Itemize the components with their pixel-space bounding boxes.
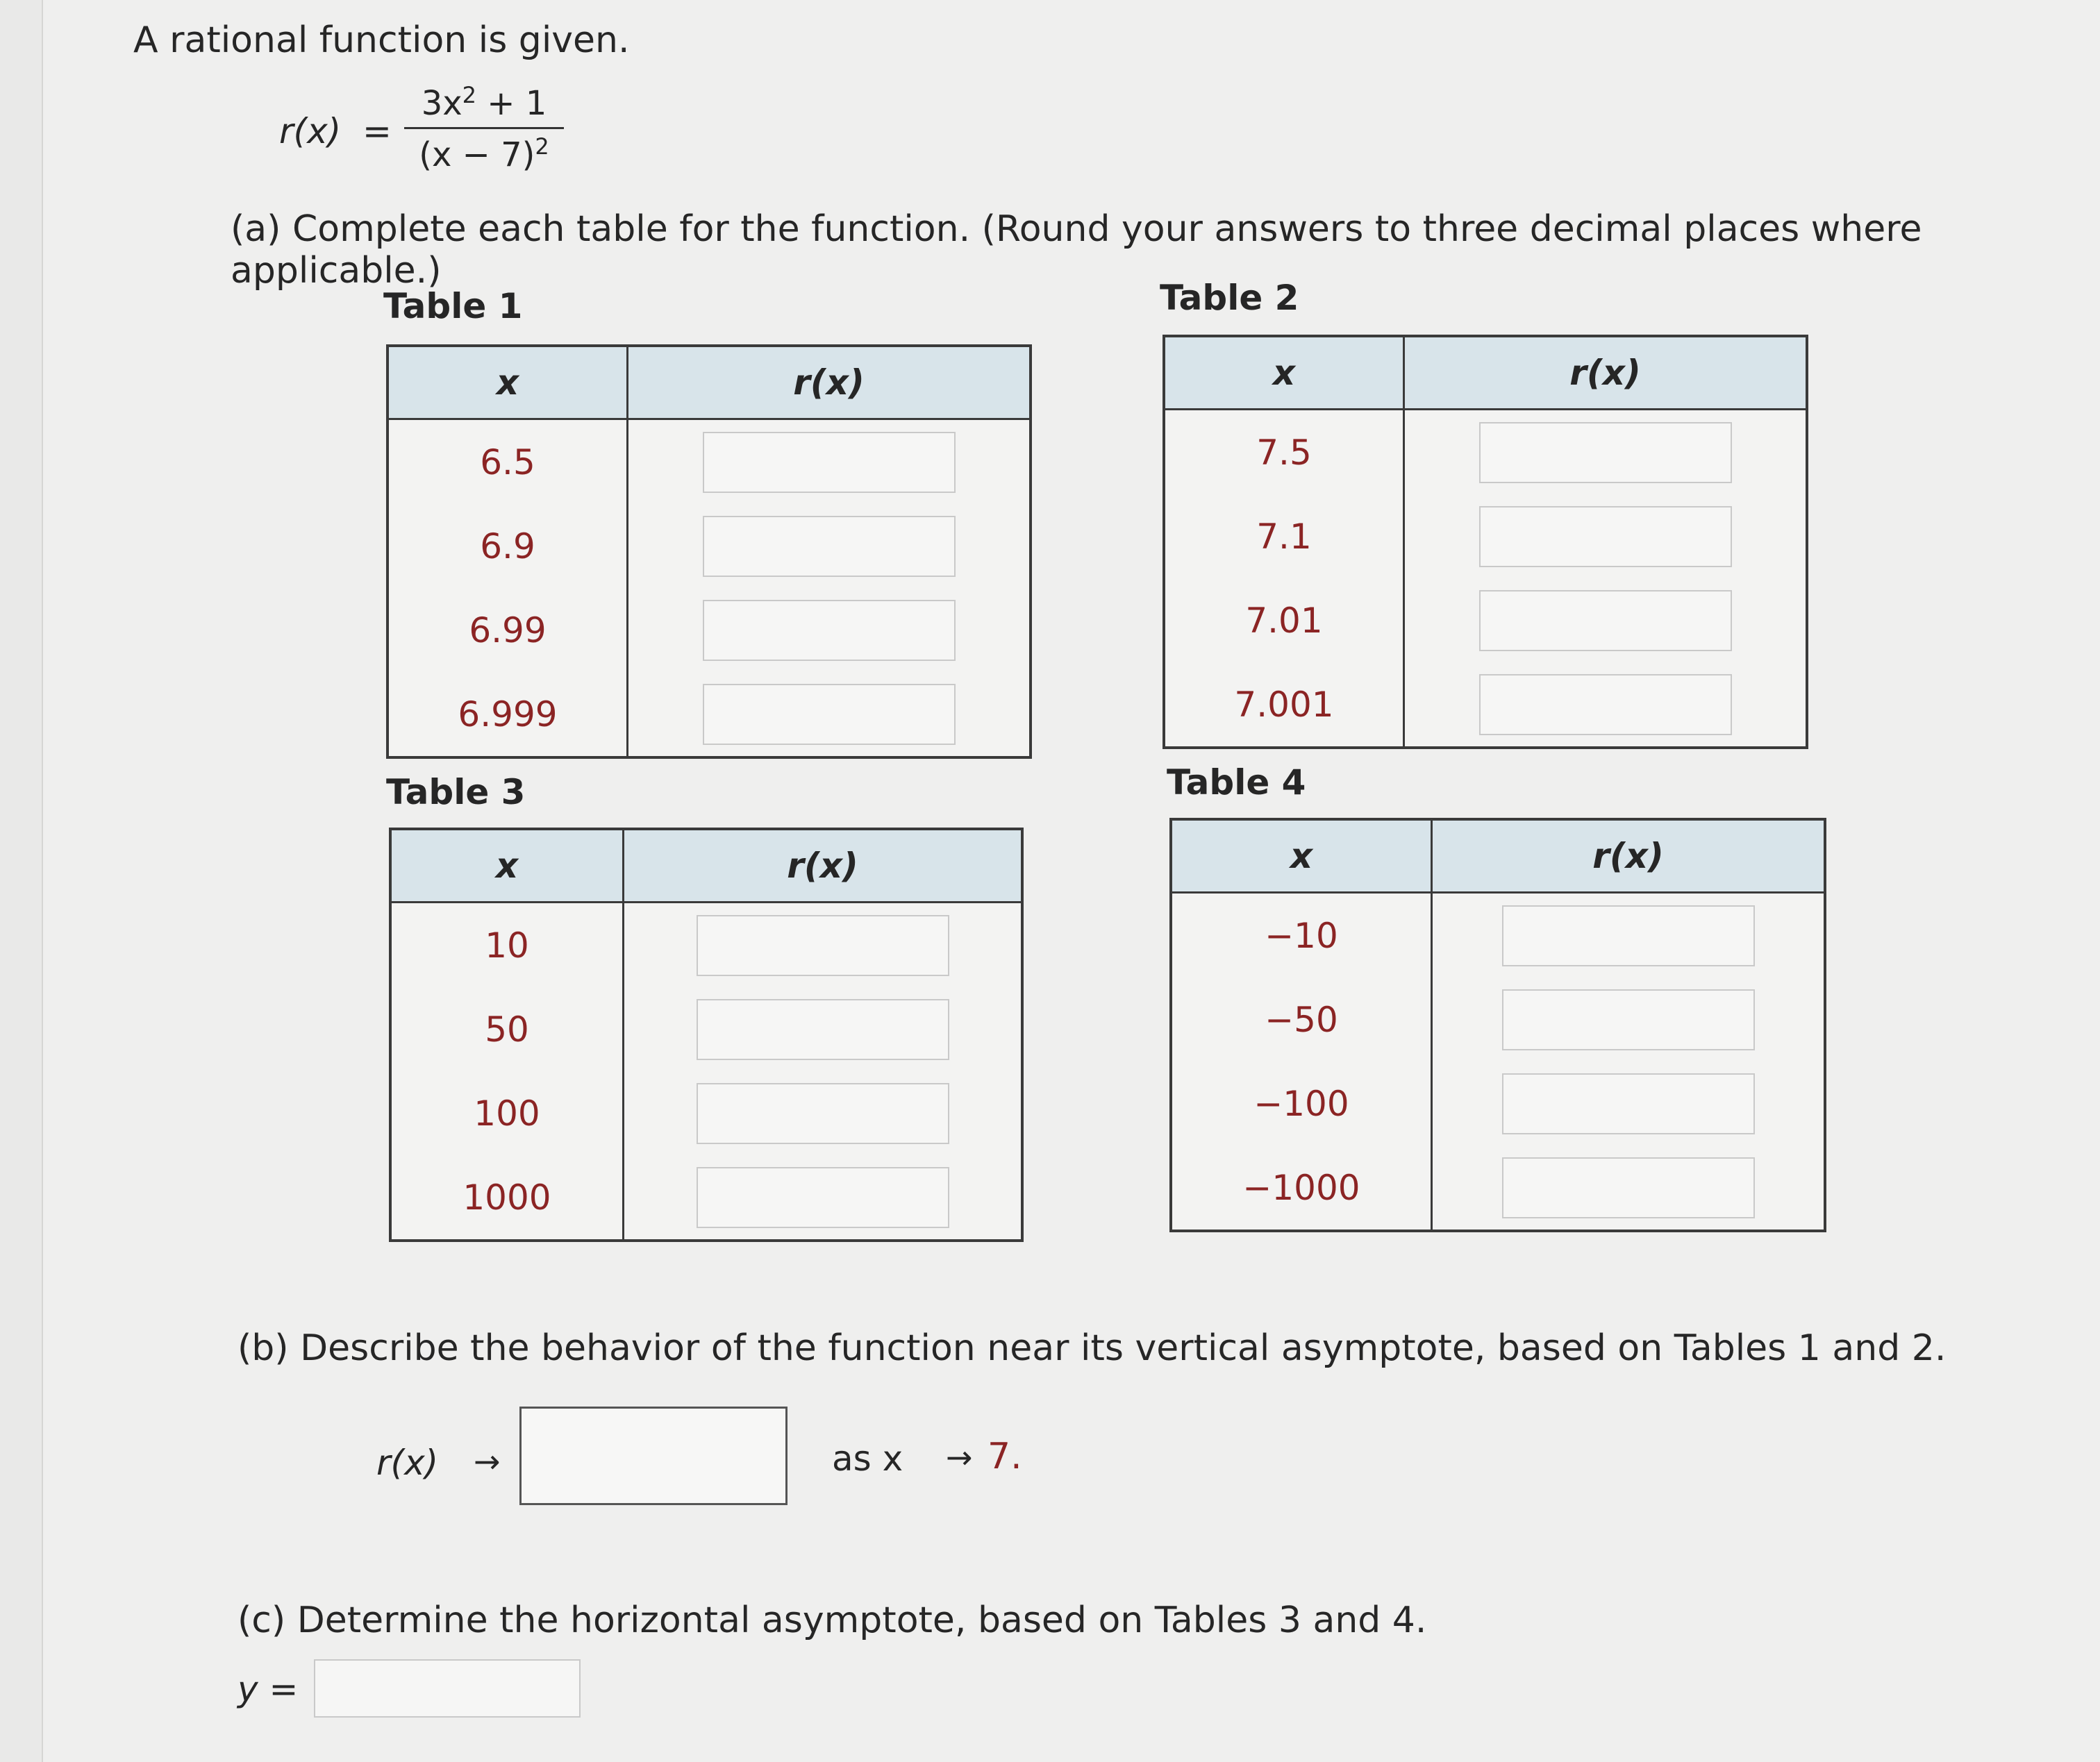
- table-row: [1164, 494, 1807, 578]
- table-row: [1164, 578, 1807, 662]
- answer-input[interactable]: [703, 600, 956, 661]
- table-4-title: Table 4: [1167, 762, 1306, 803]
- table-row: [1164, 662, 1807, 748]
- x-value: 10: [390, 903, 624, 988]
- answer-input[interactable]: [1479, 674, 1732, 735]
- table-row: [390, 903, 1022, 988]
- answer-input[interactable]: [1502, 905, 1755, 966]
- x-value: 7.01: [1164, 578, 1404, 662]
- function-equals: =: [362, 111, 392, 151]
- x-value: 7.1: [1164, 494, 1404, 578]
- table-row: [1171, 1146, 1825, 1231]
- table-1: [386, 344, 1032, 759]
- x-value: 100: [390, 1071, 624, 1155]
- table-2-col-r: r(x): [1404, 336, 1808, 410]
- table-row: [388, 419, 1031, 505]
- table-1-col-x: x: [388, 346, 628, 419]
- table-row: [1171, 978, 1825, 1062]
- table-4: [1169, 818, 1826, 1232]
- x-value: 1000: [390, 1155, 624, 1241]
- part-b-target: 7.: [988, 1436, 1022, 1477]
- table-row: [390, 987, 1022, 1071]
- part-b-as-text: as x: [832, 1438, 903, 1479]
- table-row: [388, 672, 1031, 757]
- table-row: [388, 504, 1031, 588]
- table-row: [1171, 893, 1825, 978]
- arrow-icon: →: [946, 1438, 973, 1476]
- answer-input[interactable]: [1479, 590, 1732, 651]
- table-2-col-x: x: [1164, 336, 1404, 410]
- table-row: [1164, 410, 1807, 495]
- answer-input[interactable]: [703, 684, 956, 745]
- answer-input[interactable]: [697, 915, 949, 976]
- function-fraction: [404, 82, 564, 174]
- table-3-title: Table 3: [386, 772, 526, 812]
- part-b-prompt: (b) Describe the behavior of the function near its vertical asymptote, based on Tables 1 and 2.: [238, 1327, 1947, 1369]
- answer-input[interactable]: [697, 999, 949, 1060]
- x-value: 7.001: [1164, 662, 1404, 748]
- x-value: 50: [390, 987, 624, 1071]
- table-row: [388, 588, 1031, 672]
- x-value: −1000: [1171, 1146, 1432, 1231]
- x-value: 6.9: [388, 504, 628, 588]
- vertical-asymptote-answer-input[interactable]: [519, 1407, 788, 1505]
- answer-input[interactable]: [1479, 506, 1732, 567]
- answer-input[interactable]: [697, 1083, 949, 1144]
- table-row: [1171, 1062, 1825, 1146]
- table-3: [389, 828, 1024, 1242]
- table-3-col-x: x: [390, 829, 624, 903]
- answer-input[interactable]: [697, 1167, 949, 1228]
- answer-input[interactable]: [1502, 989, 1755, 1050]
- table-3-col-r: r(x): [624, 829, 1023, 903]
- table-2: [1162, 335, 1808, 749]
- intro-text: A rational function is given.: [133, 19, 630, 61]
- x-value: 7.5: [1164, 410, 1404, 495]
- table-2-title: Table 2: [1160, 278, 1299, 318]
- table-row: [390, 1071, 1022, 1155]
- arrow-icon: →: [474, 1443, 501, 1480]
- part-a-prompt: (a) Complete each table for the function. (Round your answers to three decimal places where applicable.): [231, 208, 1922, 292]
- horizontal-asymptote-answer-input[interactable]: [314, 1659, 581, 1718]
- function-denominator: $(x - 7)^2$: [419, 133, 549, 174]
- answer-input[interactable]: [1502, 1073, 1755, 1134]
- table-4-col-x: x: [1171, 819, 1432, 893]
- part-c-lhs: y =: [238, 1669, 299, 1709]
- table-1-title: Table 1: [383, 286, 523, 326]
- table-row: [390, 1155, 1022, 1241]
- function-numerator: $3x^2 + 1$: [404, 82, 564, 129]
- table-1-col-r: r(x): [628, 346, 1031, 419]
- x-value: −100: [1171, 1062, 1432, 1146]
- answer-input[interactable]: [703, 516, 956, 577]
- question-page: [42, 0, 2100, 1762]
- x-value: 6.5: [388, 419, 628, 505]
- answer-input[interactable]: [1502, 1157, 1755, 1218]
- x-value: 6.999: [388, 672, 628, 757]
- x-value: 6.99: [388, 588, 628, 672]
- x-value: −10: [1171, 893, 1432, 978]
- part-b-lhs: r(x): [376, 1443, 439, 1483]
- answer-input[interactable]: [703, 432, 956, 493]
- x-value: −50: [1171, 978, 1432, 1062]
- table-4-col-r: r(x): [1432, 819, 1826, 893]
- part-c-prompt: (c) Determine the horizontal asymptote, based on Tables 3 and 4.: [238, 1600, 1427, 1641]
- function-name: r(x): [279, 111, 342, 151]
- answer-input[interactable]: [1479, 422, 1732, 483]
